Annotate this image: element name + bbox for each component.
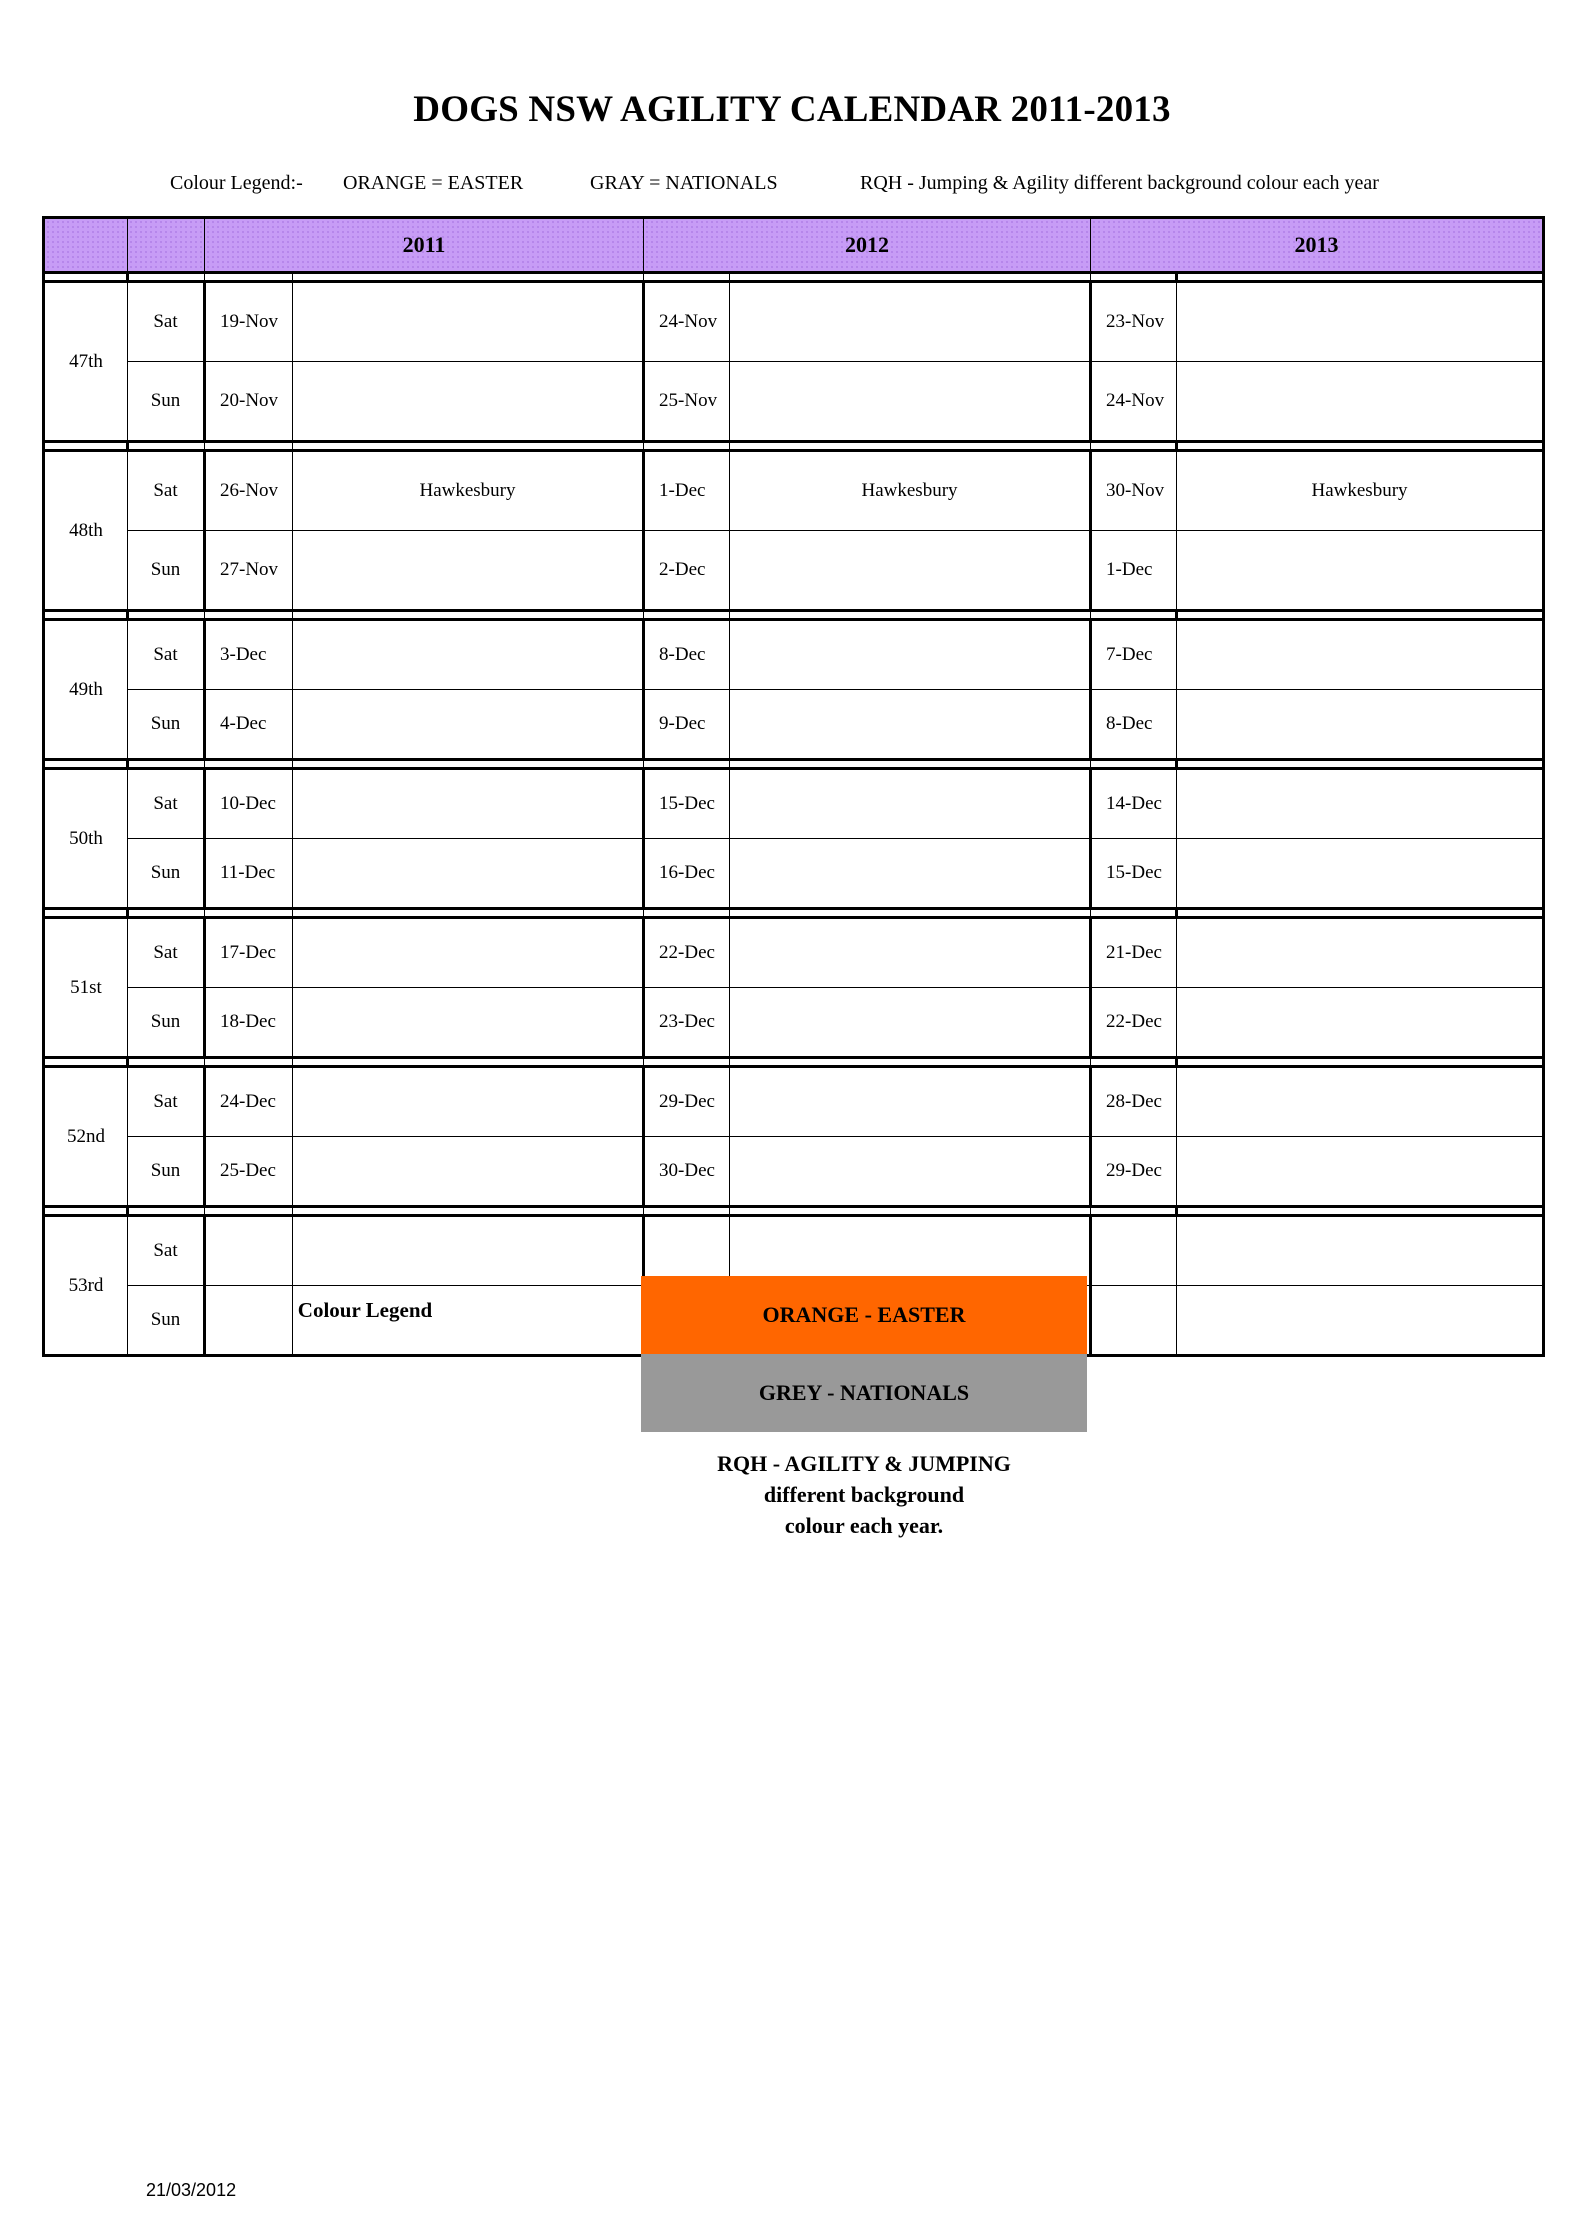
spacer-cell <box>205 1058 293 1067</box>
event-cell-2011 <box>293 839 644 909</box>
date-cell-2013: 8-Dec <box>1091 690 1177 760</box>
date-cell-2011: 4-Dec <box>205 690 293 760</box>
spacer-cell <box>730 1058 1091 1067</box>
event-cell-2012 <box>730 282 1091 362</box>
spacer-cell <box>293 760 644 769</box>
date-cell-2013: 24-Nov <box>1091 362 1177 442</box>
day-row <box>44 769 1544 839</box>
date-cell-2011: 18-Dec <box>205 988 293 1058</box>
date-cell-2012: 1-Dec <box>644 451 730 531</box>
date-cell-2012: 2-Dec <box>644 531 730 611</box>
spacer-cell <box>1091 760 1177 769</box>
date-cell-2011: 10-Dec <box>205 769 293 839</box>
event-cell-2013 <box>1177 282 1544 362</box>
spacer-cell <box>1091 442 1177 451</box>
date-cell-2012: 16-Dec <box>644 839 730 909</box>
week-header-cell <box>44 218 128 273</box>
date-cell-2012: 23-Dec <box>644 988 730 1058</box>
bottom-colour-legend-label: Colour Legend <box>297 1298 433 1322</box>
event-cell-2011 <box>293 1137 644 1207</box>
spacer-cell <box>205 442 293 451</box>
legend-gray: GRAY = NATIONALS <box>590 172 778 194</box>
spacer-cell <box>1091 909 1177 918</box>
date-cell-2013: 14-Dec <box>1091 769 1177 839</box>
spacer-cell <box>128 909 205 918</box>
day-header-cell <box>128 218 205 273</box>
week-spacer <box>44 273 1544 282</box>
event-cell-2011 <box>293 531 644 611</box>
event-cell-2011 <box>293 988 644 1058</box>
spacer-cell <box>44 273 128 282</box>
event-cell-2013 <box>1177 839 1544 909</box>
day-label: Sat <box>128 282 205 362</box>
event-cell-2012 <box>730 769 1091 839</box>
day-label: Sun <box>128 1286 205 1356</box>
spacer-cell <box>44 760 128 769</box>
week-spacer <box>44 1207 1544 1216</box>
spacer-cell <box>293 1207 644 1216</box>
day-row <box>44 918 1544 988</box>
date-cell-2011: 19-Nov <box>205 282 293 362</box>
rqh-note <box>641 1448 1087 1541</box>
day-row <box>44 1137 1544 1207</box>
event-cell-2012 <box>730 988 1091 1058</box>
spacer-cell <box>1177 760 1544 769</box>
week-label: 47th <box>44 282 128 442</box>
date-cell-2012: 29-Dec <box>644 1067 730 1137</box>
day-label: Sun <box>128 362 205 442</box>
date-cell-2011: 20-Nov <box>205 362 293 442</box>
spacer-cell <box>293 611 644 620</box>
event-cell-2012 <box>730 918 1091 988</box>
spacer-cell <box>44 909 128 918</box>
easter-colour-box: ORANGE - EASTER <box>641 1276 1087 1354</box>
date-cell-2012: 9-Dec <box>644 690 730 760</box>
spacer-cell <box>730 442 1091 451</box>
week-label: 53rd <box>44 1216 128 1356</box>
event-cell-2013 <box>1177 1067 1544 1137</box>
spacer-cell <box>1177 611 1544 620</box>
spacer-cell <box>644 611 730 620</box>
year-header-2012: 2012 <box>644 218 1091 273</box>
date-cell-2011: 27-Nov <box>205 531 293 611</box>
date-cell-2011: 3-Dec <box>205 620 293 690</box>
day-label: Sat <box>128 769 205 839</box>
spacer-cell <box>1091 1207 1177 1216</box>
week-label: 52nd <box>44 1067 128 1207</box>
spacer-cell <box>128 611 205 620</box>
day-row <box>44 531 1544 611</box>
spacer-cell <box>644 442 730 451</box>
date-cell-2013: 30-Nov <box>1091 451 1177 531</box>
spacer-cell <box>644 909 730 918</box>
day-label: Sat <box>128 451 205 531</box>
day-label: Sun <box>128 839 205 909</box>
day-label: Sat <box>128 620 205 690</box>
event-cell-2011 <box>293 1067 644 1137</box>
rqh-line: RQH - AGILITY & JUMPING <box>717 1451 1011 1476</box>
day-label: Sat <box>128 918 205 988</box>
date-cell-2012: 15-Dec <box>644 769 730 839</box>
date-cell-2013: 28-Dec <box>1091 1067 1177 1137</box>
event-cell-2012 <box>730 1067 1091 1137</box>
year-header-2011: 2011 <box>205 218 644 273</box>
spacer-cell <box>1177 1207 1544 1216</box>
event-cell-2013 <box>1177 1216 1544 1286</box>
spacer-cell <box>730 1207 1091 1216</box>
spacer-cell <box>1177 1058 1544 1067</box>
day-label: Sun <box>128 988 205 1058</box>
year-header-2013: 2013 <box>1091 218 1544 273</box>
day-row <box>44 690 1544 760</box>
spacer-cell <box>205 273 293 282</box>
day-row <box>44 988 1544 1058</box>
event-cell-2011: Hawkesbury <box>293 451 644 531</box>
date-cell-2011: 25-Dec <box>205 1137 293 1207</box>
date-cell-2011: 26-Nov <box>205 451 293 531</box>
spacer-cell <box>1091 273 1177 282</box>
week-label: 48th <box>44 451 128 611</box>
spacer-cell <box>1177 273 1544 282</box>
spacer-cell <box>730 909 1091 918</box>
spacer-cell <box>128 1058 205 1067</box>
spacer-cell <box>730 611 1091 620</box>
spacer-cell <box>128 1207 205 1216</box>
week-spacer <box>44 442 1544 451</box>
event-cell-2012 <box>730 620 1091 690</box>
spacer-cell <box>205 760 293 769</box>
date-cell-2013: 23-Nov <box>1091 282 1177 362</box>
event-cell-2012 <box>730 1216 1091 1286</box>
spacer-cell <box>644 1058 730 1067</box>
week-spacer <box>44 1058 1544 1067</box>
spacer-cell <box>644 1207 730 1216</box>
legend-rqh: RQH - Jumping & Agility different background colour each year <box>860 172 1379 194</box>
page-title: DOGS NSW AGILITY CALENDAR 2011-2013 <box>413 89 1171 130</box>
year-header-row <box>44 218 1544 273</box>
spacer-cell <box>293 273 644 282</box>
day-row <box>44 451 1544 531</box>
spacer-cell <box>730 760 1091 769</box>
event-cell-2012: Hawkesbury <box>730 451 1091 531</box>
spacer-cell <box>128 273 205 282</box>
day-row <box>44 362 1544 442</box>
event-cell-2013 <box>1177 769 1544 839</box>
date-cell-2012 <box>644 1216 730 1286</box>
event-cell-2013 <box>1177 1137 1544 1207</box>
date-cell-2013: 1-Dec <box>1091 531 1177 611</box>
date-cell-2012: 24-Nov <box>644 282 730 362</box>
date-cell-2013: 22-Dec <box>1091 988 1177 1058</box>
date-cell-2011 <box>205 1216 293 1286</box>
spacer-cell <box>44 611 128 620</box>
legend-orange: ORANGE = EASTER <box>343 172 524 194</box>
week-label: 51st <box>44 918 128 1058</box>
event-cell-2012 <box>730 690 1091 760</box>
week-label: 49th <box>44 620 128 760</box>
event-cell-2013 <box>1177 531 1544 611</box>
day-row <box>44 620 1544 690</box>
spacer-cell <box>1177 909 1544 918</box>
spacer-cell <box>644 273 730 282</box>
week-label: 50th <box>44 769 128 909</box>
event-cell-2013 <box>1177 918 1544 988</box>
event-cell-2011 <box>293 362 644 442</box>
day-label: Sat <box>128 1216 205 1286</box>
spacer-cell <box>644 760 730 769</box>
spacer-cell <box>44 1058 128 1067</box>
day-row <box>44 839 1544 909</box>
event-cell-2011 <box>293 282 644 362</box>
spacer-cell <box>1091 611 1177 620</box>
date-cell-2013 <box>1091 1216 1177 1286</box>
event-cell-2013 <box>1177 620 1544 690</box>
spacer-cell <box>44 1207 128 1216</box>
date-cell-2012: 25-Nov <box>644 362 730 442</box>
event-cell-2012 <box>730 362 1091 442</box>
spacer-cell <box>293 442 644 451</box>
day-label: Sun <box>128 531 205 611</box>
event-cell-2013 <box>1177 988 1544 1058</box>
date-cell-2013: 29-Dec <box>1091 1137 1177 1207</box>
day-row <box>44 1216 1544 1286</box>
date-cell-2012: 8-Dec <box>644 620 730 690</box>
day-label: Sun <box>128 1137 205 1207</box>
calendar-table <box>42 216 1545 1357</box>
week-spacer <box>44 909 1544 918</box>
spacer-cell <box>293 909 644 918</box>
date-cell-2013: 7-Dec <box>1091 620 1177 690</box>
spacer-cell <box>205 611 293 620</box>
spacer-cell <box>1177 442 1544 451</box>
event-cell-2012 <box>730 531 1091 611</box>
spacer-cell <box>730 273 1091 282</box>
event-cell-2013 <box>1177 1286 1544 1356</box>
event-cell-2013: Hawkesbury <box>1177 451 1544 531</box>
spacer-cell <box>205 909 293 918</box>
spacer-cell <box>44 442 128 451</box>
event-cell-2011 <box>293 690 644 760</box>
spacer-cell <box>293 1058 644 1067</box>
date-cell-2013 <box>1091 1286 1177 1356</box>
event-cell-2012 <box>730 1137 1091 1207</box>
week-spacer <box>44 760 1544 769</box>
rqh-line: different background <box>763 1482 965 1507</box>
legend-label: Colour Legend:- <box>170 172 303 194</box>
nationals-colour-box: GREY - NATIONALS <box>641 1354 1087 1432</box>
event-cell-2013 <box>1177 362 1544 442</box>
event-cell-2011 <box>293 1216 644 1286</box>
date-cell-2011: 17-Dec <box>205 918 293 988</box>
rqh-line: colour each year. <box>784 1513 944 1538</box>
event-cell-2011 <box>293 769 644 839</box>
week-spacer <box>44 611 1544 620</box>
spacer-cell <box>205 1207 293 1216</box>
event-cell-2011 <box>293 918 644 988</box>
event-cell-2013 <box>1177 690 1544 760</box>
footer-date: 21/03/2012 <box>146 2180 237 2200</box>
day-row <box>44 1067 1544 1137</box>
date-cell-2011: 11-Dec <box>205 839 293 909</box>
date-cell-2012: 22-Dec <box>644 918 730 988</box>
spacer-cell <box>128 442 205 451</box>
date-cell-2011: 24-Dec <box>205 1067 293 1137</box>
date-cell-2013: 15-Dec <box>1091 839 1177 909</box>
date-cell-2012: 30-Dec <box>644 1137 730 1207</box>
day-row <box>44 282 1544 362</box>
day-label: Sun <box>128 690 205 760</box>
spacer-cell <box>1091 1058 1177 1067</box>
date-cell-2013: 21-Dec <box>1091 918 1177 988</box>
event-cell-2012 <box>730 839 1091 909</box>
day-label: Sat <box>128 1067 205 1137</box>
spacer-cell <box>128 760 205 769</box>
event-cell-2011 <box>293 620 644 690</box>
